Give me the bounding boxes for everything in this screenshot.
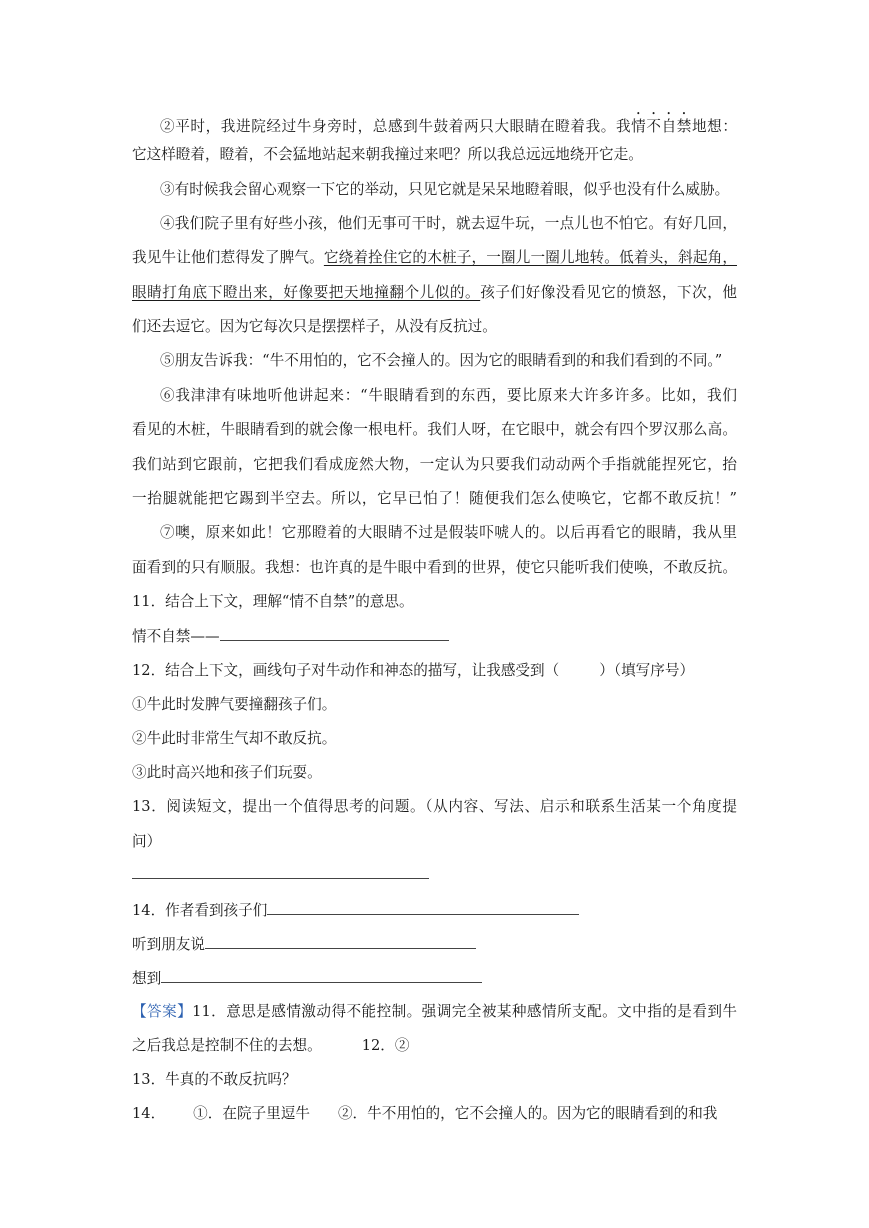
question-12-option-3: ③此时高兴地和孩子们玩耍。 <box>132 764 322 781</box>
passage-p6-line1: ⑥我津津有味地听他讲起来：“牛眼睛看到的东西，要比原来大许多许多。比如，我们 <box>160 387 737 404</box>
passage-p5-line1: ⑤朋友告诉我：“牛不用怕的，它不会撞人的。因为它的眼睛看到的和我们看到的不同。” <box>160 352 723 369</box>
answer-blank[interactable] <box>132 878 429 879</box>
answer-line3: 13．牛真的不敢反抗吗？ <box>132 1071 297 1088</box>
answer-blank[interactable] <box>161 968 482 983</box>
passage-p4-line2: 我见牛让他们惹得发了脾气。它绕着拴住它的木桩子，一圈儿一圈儿地转。低着头，斜起角， <box>132 249 737 266</box>
passage-p4-line3: 眼睛打角底下瞪出来，好像要把天地撞翻个儿似的。孩子们好像没看见它的愤怒，下次，他 <box>132 284 737 301</box>
passage-p3-line1: ③有时候我会留心观察一下它的举动，只见它就是呆呆地瞪着眼，似乎也没有什么威胁。 <box>160 181 730 198</box>
passage-p2-line1: ②平时，我进院经过牛身旁时，总感到牛鼓着两只大眼睛在瞪着我。我情不自禁地想： <box>160 118 737 135</box>
question-11: 11．结合上下文，理解“情不自禁”的意思。 <box>132 593 414 610</box>
answer-blank[interactable] <box>205 934 476 949</box>
question-14-line3: 想到 <box>132 968 482 989</box>
question-14-line1: 14．作者看到孩子们 <box>132 900 579 921</box>
question-12-option-1: ①牛此时发脾气要撞翻孩子们。 <box>132 696 337 713</box>
answer-blank[interactable] <box>220 626 449 641</box>
passage-p6-line2: 看见的木桩，牛眼睛看到的就会像一根电杆。我们人呀，在它眼中，就会有四个罗汉那么高。 <box>132 421 737 438</box>
answer-line1: 【答案】11．意思是感情激动得不能控制。强调完全被某种感情所支配。文中指的是看到牛 <box>132 1003 737 1020</box>
question-11-answer-line: 情不自禁—— <box>132 626 449 647</box>
passage-p4-line1: ④我们院子里有好些小孩，他们无事可干时，就去逗牛玩，一点儿也不怕它。有好几回， <box>160 215 737 232</box>
answer-line4: 14． ①．在院子里逗牛 ②．牛不用怕的，它不会撞人的。因为它的眼睛看到的和我 <box>132 1105 718 1122</box>
passage-p7-line1: ⑦噢，原来如此！它那瞪着的大眼睛不过是假装吓唬人的。以后再看它的眼睛，我从里 <box>160 524 737 541</box>
passage-p6-line4: 一抬腿就能把它踢到半空去。所以，它早已怕了！随便我们怎么使唤它，它都不敢反抗！” <box>132 490 737 507</box>
dotted-term: 情不自禁 <box>631 118 692 135</box>
underlined-sentence: 眼睛打角底下瞪出来，好像要把天地撞翻个儿似的。 <box>132 284 481 301</box>
question-12-option-2: ②牛此时非常生气却不敢反抗。 <box>132 730 337 747</box>
question-13-line2: 问） <box>132 833 162 850</box>
answer-line2: 之后我总是控制不住的去想。 12．② <box>132 1037 410 1054</box>
question-14-line2: 听到朋友说 <box>132 934 476 955</box>
answer-tag: 【答案】 <box>132 1003 193 1020</box>
answer-blank[interactable] <box>267 900 579 915</box>
question-12: 12．结合上下文，画线句子对牛动作和神态的描写，让我感受到（ ）（填写序号） <box>132 662 695 679</box>
passage-p4-line4: 们还去逗它。因为它每次只是摆摆样子，从没有反抗过。 <box>132 318 497 335</box>
passage-p7-line2: 面看到的只有顺服。我想：也许真的是牛眼中看到的世界，使它只能听我们使唤，不敢反抗。 <box>132 559 737 576</box>
question-13-line1: 13．阅读短文，提出一个值得思考的问题。（从内容、写法、启示和联系生活某一个角度提 <box>132 798 737 815</box>
underlined-sentence: 它绕着拴住它的木桩子，一圈儿一圈儿地转。低着头，斜起角， <box>323 249 737 266</box>
passage-p2-line2: 它这样瞪着，瞪着，不会猛地站起来朝我撞过来吧？所以我总远远地绕开它走。 <box>132 146 643 163</box>
passage-p6-line3: 我们站到它跟前，它把我们看成庞然大物，一定认为只要我们动动两个手指就能捏死它，抬 <box>132 456 737 473</box>
